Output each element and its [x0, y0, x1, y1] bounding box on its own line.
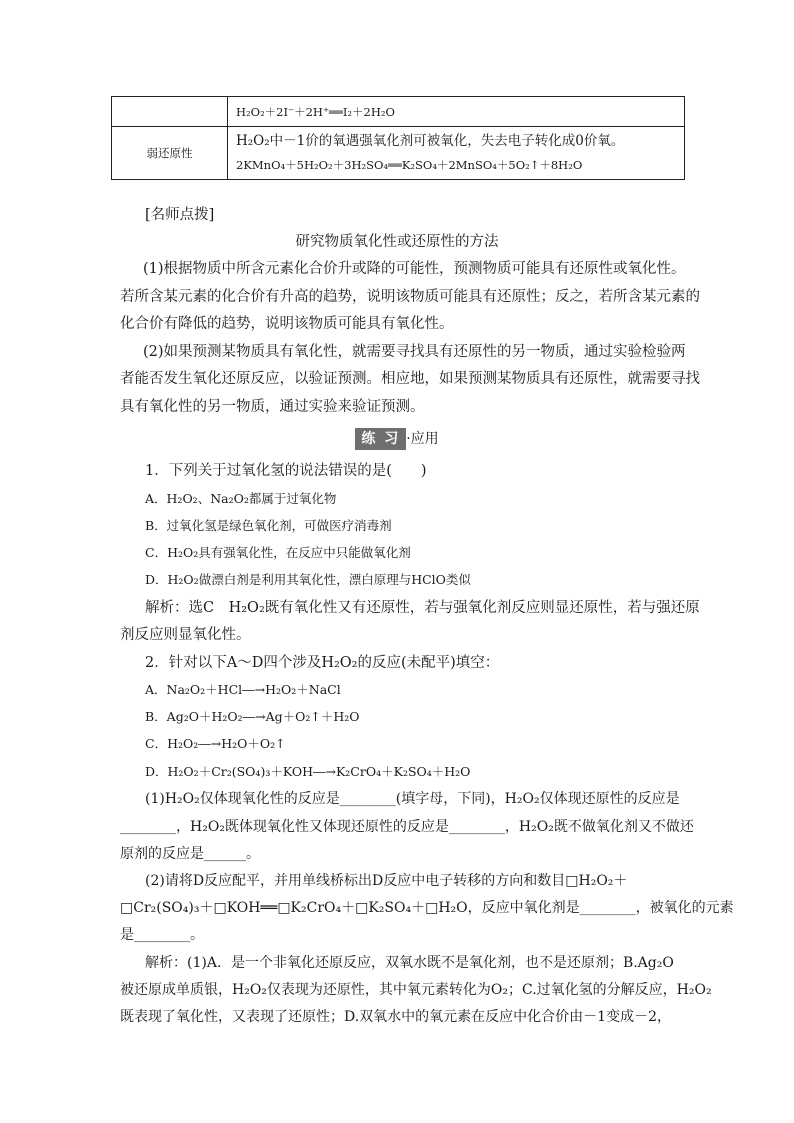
table-cell — [228, 97, 685, 127]
subquestion-line: (1)H₂O₂仅体现氧化性的反应是________(填字母，下同)，H₂O₂仅体现还原性的反应是 — [145, 791, 680, 807]
paragraph-line: 化合价有降低的趋势，说明该物质可能具有氧化性。 — [120, 316, 454, 332]
paragraph-line: (1)根据物质中所含元素化合价升或降的可能性，预测物质可能具有还原性或氧化性。 — [143, 261, 686, 277]
answer-option: B．过氧化氢是绿色氧化剂，可做医疗消毒剂 — [145, 518, 392, 533]
table-row — [112, 97, 685, 127]
practice-badge: 练 习 — [355, 428, 406, 450]
analysis-line: 剂反应则显氧化性。 — [120, 627, 251, 643]
reaction-formula: 2KMnO₄＋5H₂O₂＋3H₂SO₄══K₂SO₄＋2MnSO₄＋5O₂↑＋8H₂O — [236, 158, 583, 172]
practice-suffix: ·应用 — [406, 431, 439, 447]
table-cell-empty — [112, 97, 228, 127]
question-stem: 1．下列关于过氧化氢的说法错误的是( ) — [145, 463, 427, 479]
property-label: 弱还原性 — [112, 127, 228, 180]
reaction-formula: H₂O₂＋2I⁻＋2H⁺══I₂＋2H₂O — [236, 104, 395, 119]
reaction-option: B．Ag₂O＋H₂O₂―→Ag＋O₂↑＋H₂O — [145, 709, 360, 724]
paragraph-line: 者能否发生氧化还原反应，以验证预测。相应地，如果预测某物质具有还原性，就需要寻找 — [120, 371, 700, 387]
subquestion-line: 原剂的反应是______。 — [120, 846, 260, 862]
answer-option: D．H₂O₂做漂白剂是利用其氧化性，漂白原理与HClO类似 — [145, 572, 471, 587]
paragraph-line: 若所含某元素的化合价有升高的趋势，说明该物质可能具有还原性；反之，若所含某元素的 — [120, 289, 700, 305]
analysis-line: 解析：选C H₂O₂既有氧化性又有还原性，若与强氧化剂反应则显还原性，若与强还原 — [145, 600, 700, 616]
table-cell — [228, 127, 685, 180]
tips-heading: [名师点拨] — [145, 207, 215, 223]
reaction-option: A．Na₂O₂＋HCl―→H₂O₂＋NaCl — [145, 682, 341, 697]
table-row — [112, 127, 685, 180]
practice-heading — [0, 428, 794, 450]
paragraph-line: 具有氧化性的另一物质，通过实验来验证预测。 — [120, 399, 425, 415]
property-description: H₂O₂中－1价的氧遇强氧化剂可被氧化，失去电子转化成0价氧。 — [236, 133, 625, 149]
subquestion-line: 是________。 — [120, 927, 204, 943]
properties-table — [111, 96, 685, 180]
subquestion-line: □Cr₂(SO₄)₃＋□KOH══□K₂CrO₄＋□K₂SO₄＋□H₂O，反应中氧化剂是________，被氧化的元素 — [120, 900, 734, 916]
subquestion-line: ________，H₂O₂既体现氧化性又体现还原性的反应是________，H₂O₂既不做氧化剂又不做还 — [120, 819, 694, 835]
subquestion-line: (2)请将D反应配平，并用单线桥标出D反应中电子转移的方向和数目□H₂O₂＋ — [145, 873, 628, 889]
answer-option: C．H₂O₂具有强氧化性，在反应中只能做氧化剂 — [145, 545, 411, 560]
reaction-option: C．H₂O₂―→H₂O＋O₂↑ — [145, 736, 286, 751]
paragraph-line: (2)如果预测某物质具有氧化性，就需要寻找具有还原性的另一物质，通过实验检验两 — [143, 344, 686, 360]
reaction-option: D．H₂O₂＋Cr₂(SO₄)₃＋KOH―→K₂CrO₄＋K₂SO₄＋H₂O — [145, 764, 471, 779]
analysis-line: 解析：(1)A．是一个非氧化还原反应，双氧水既不是氧化剂，也不是还原剂；B.Ag₂O — [145, 955, 674, 971]
tips-title: 研究物质氧化性或还原性的方法 — [295, 234, 499, 250]
analysis-line: 被还原成单质银，H₂O₂仅表现为还原性，其中氧元素转化为O₂；C.过氧化氢的分解反应，H₂O₂ — [120, 982, 712, 998]
answer-option: A．H₂O₂、Na₂O₂都属于过氧化物 — [145, 491, 337, 506]
analysis-line: 既表现了氧化性，又表现了还原性；D.双氧水中的氧元素在反应中化合价由－1变成－2， — [120, 1009, 671, 1025]
question-stem: 2．针对以下A～D四个涉及H₂O₂的反应(未配平)填空： — [145, 655, 500, 671]
